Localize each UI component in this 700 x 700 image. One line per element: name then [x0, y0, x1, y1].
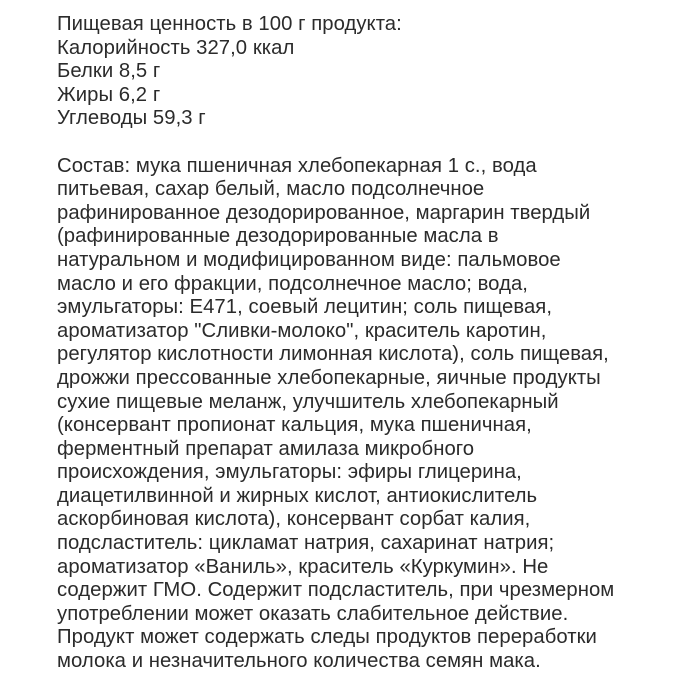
fat-line: Жиры 6,2 г: [57, 83, 161, 106]
composition-line: эмульгаторы: Е471, соевый лецитин; соль пищевая,: [57, 296, 553, 319]
carbs-line: Углеводы 59,3 г: [57, 107, 206, 130]
composition-line: дрожжи прессованные хлебопекарные, яичные продукты: [57, 366, 601, 389]
composition-line: ароматизатор «Ваниль», краситель «Куркумин». Не: [57, 555, 549, 578]
composition-line: регулятор кислотности лимонная кислота), соль пищевая,: [57, 343, 609, 366]
composition-line: (рафинированные дезодорированные масла в: [57, 225, 499, 248]
composition-line: Состав: мука пшеничная хлебопекарная 1 с., вода: [57, 154, 537, 177]
calories-line: Калорийность 327,0 ккал: [57, 36, 295, 59]
composition-line: содержит ГМО. Содержит подсластитель, при чрезмерном: [57, 579, 615, 602]
composition-line: рафинированное дезодорированное, маргарин твердый: [57, 201, 591, 224]
nutrition-facts: [57, 13, 697, 131]
composition-line: употреблении может оказать слабительное действие.: [57, 602, 569, 625]
composition-line: (консервант пропионат кальция, мука пшеничная,: [57, 414, 532, 437]
composition-line: диацетилвинной и жирных кислот, антиокислитель: [57, 484, 538, 507]
composition-line: подсластитель: цикламат натрия, сахаринат натрия;: [57, 532, 555, 555]
product-label-text: [57, 13, 697, 674]
composition-line: ферментный препарат амилаза микробного: [57, 437, 475, 460]
composition-line: Продукт может содержать следы продуктов переработки: [57, 626, 597, 649]
composition-line: молока и незначительного количества семян мака.: [57, 650, 541, 673]
nutrition-heading: Пищевая ценность в 100 г продукта:: [57, 13, 402, 35]
composition-line: питьевая, сахар белый, масло подсолнечное: [57, 178, 485, 201]
composition-line: сухие пищевые меланж, улучшитель хлебопекарный: [57, 390, 559, 413]
composition-line: натуральном и модифицированном виде: пальмовое: [57, 248, 561, 271]
composition-line: аскорбиновая кислота), консервант сорбат калия,: [57, 508, 531, 531]
composition-line: происхождения, эмульгаторы: эфиры глицерина,: [57, 461, 522, 484]
composition-text: [57, 155, 697, 674]
protein-line: Белки 8,5 г: [57, 60, 161, 83]
paragraph-gap: [57, 131, 697, 155]
composition-line: ароматизатор "Сливки-молоко", краситель каротин,: [57, 319, 547, 342]
composition-line: масло и его фракции, подсолнечное масло; вода,: [57, 272, 528, 295]
